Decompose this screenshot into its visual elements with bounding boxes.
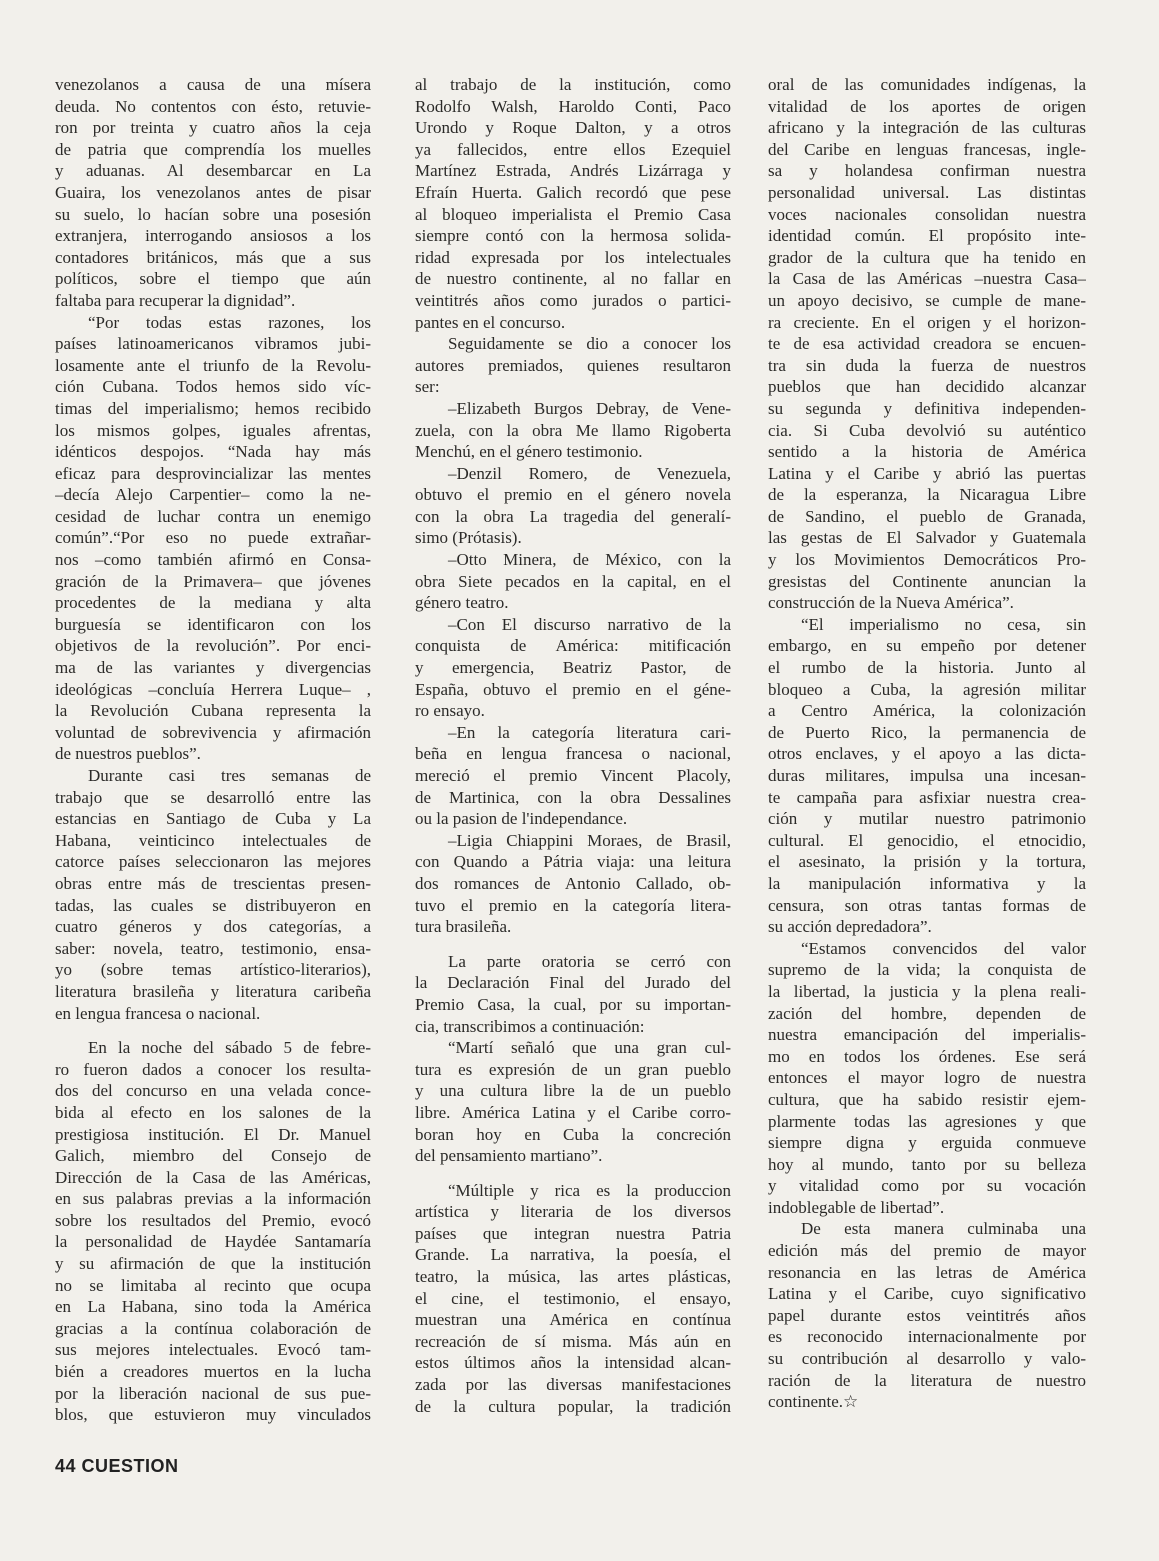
text-line: ou la pasion de l'independance. <box>415 809 628 829</box>
text-line: tura es expresión de un gran pueblo <box>415 1059 731 1079</box>
text-line: estos últimos años la intensidad alcan- <box>415 1353 731 1373</box>
text-line: grador de la cultura que ha tenido en <box>768 247 1086 267</box>
text-line: género teatro. <box>415 593 509 613</box>
text-line: te campaña para asfixiar nuestra crea- <box>768 787 1086 807</box>
text-line: timas del imperialismo; hemos recibido <box>55 398 371 418</box>
text-line: censura, son otras tantas formas de <box>768 895 1086 915</box>
text-line: gresistas del Continente anuncian la <box>768 571 1086 591</box>
text-line: cia, transcribimos a continuación: <box>415 1016 645 1036</box>
text-line: –Otto Minera, de México, con la <box>448 550 731 570</box>
text-line: blos, que estuvieron muy vinculados <box>55 1405 371 1425</box>
text-line: Habana, veinticinco intelectuales de <box>55 830 371 850</box>
text-line: En la noche del sábado 5 de febre- <box>88 1038 371 1058</box>
text-line: zuela, con la obra Me llamo Rigoberta <box>415 420 731 440</box>
text-line: prestigiosa institución. El Dr. Manuel <box>55 1124 371 1144</box>
text-line: es reconocido internacionalmente por <box>768 1327 1086 1347</box>
text-line: el cine, el testimonio, el ensayo, <box>415 1288 731 1308</box>
text-line: te de esa actividad creadora se encuen- <box>768 334 1086 354</box>
text-line: objetivos de la revolución”. Por enci- <box>55 636 371 656</box>
text-line: de Martinica, con la obra Dessalines <box>415 787 731 807</box>
article-column-1 <box>55 74 371 1426</box>
text-line: indoblegable de libertad”. <box>768 1197 945 1217</box>
paragraph <box>415 74 731 333</box>
text-line: ron por treinta y cuatro años la ceja <box>55 118 371 138</box>
text-line: siempre contó con la hermosa solida- <box>415 226 731 246</box>
text-line: procedentes de la mediana y alta <box>55 593 371 613</box>
text-line: países que integran nuestra Patria <box>415 1223 731 1243</box>
text-line: yo (sobre temas artístico-literarios), <box>55 960 371 980</box>
text-line: voces nacionales consolidan nuestra <box>768 204 1086 224</box>
text-line: edición más del premio de mayor <box>768 1241 1086 1261</box>
text-line: cultura, que ha sabido resistir ejem- <box>768 1089 1086 1109</box>
text-line: las gestas de El Salvador y Guatemala <box>768 528 1086 548</box>
text-line: en La Habana, sino toda la América <box>55 1297 371 1317</box>
text-line: por la liberación nacional de sus pue- <box>55 1383 371 1403</box>
text-line: obras entre más de trescientas presen- <box>55 873 371 893</box>
text-line: en lengua francesa o nacional. <box>55 1003 261 1023</box>
text-line: tadas, las cuales se distribuyeron en <box>55 895 371 915</box>
paragraph <box>415 1180 731 1418</box>
text-line: bida al efecto en los salones de la <box>55 1102 371 1122</box>
text-line: resonancia en las letras de América <box>768 1262 1086 1282</box>
text-line: con la obra La tragedia del generalí- <box>415 506 731 526</box>
text-line: ro fueron dados a conocer los resulta- <box>55 1059 371 1079</box>
article-column-2 <box>415 74 731 1417</box>
text-line: autores premiados, quienes resultaron <box>415 355 731 375</box>
text-line: la Casa de las Américas –nuestra Casa– <box>768 269 1086 289</box>
text-line: pueblos que han decidido alcanzar <box>768 377 1086 397</box>
text-line: –Con El discurso narrativo de la <box>448 614 731 634</box>
text-line: ción y mutilar nuestro patrimonio <box>768 809 1086 829</box>
text-line: dos romances de Antonio Callado, ob- <box>415 873 731 893</box>
text-line: y los Movimientos Democráticos Pro- <box>768 550 1086 570</box>
text-line: a Centro América, la colonización <box>768 701 1086 721</box>
text-line: países latinoamericanos vibramos jubi- <box>55 334 371 354</box>
text-line: de la cultura popular, la tradición <box>415 1396 731 1416</box>
paragraph <box>768 614 1086 938</box>
text-line: “El imperialismo no cesa, sin <box>801 614 1086 634</box>
paragraph <box>768 938 1086 1219</box>
text-line: contadores británicos, más que a sus <box>55 247 371 267</box>
text-line: obra Siete pecados en la capital, en el <box>415 571 731 591</box>
text-line: Seguidamente se dio a conocer los <box>448 334 731 354</box>
text-line: saber: novela, teatro, testimonio, ensa- <box>55 938 371 958</box>
text-line: de la esperanza, la Nicaragua Libre <box>768 485 1086 505</box>
text-line: –Ligia Chiappini Moraes, de Brasil, <box>448 830 731 850</box>
text-line: extranjera, interrogando ansiosos a los <box>55 226 371 246</box>
text-line: oral de las comunidades indígenas, la <box>768 75 1086 94</box>
text-line: zada por las diversas manifestaciones <box>415 1375 731 1395</box>
text-line: tuvo el premio en la categoría litera- <box>415 895 731 915</box>
text-line: construcción de la Nueva América”. <box>768 593 1014 613</box>
text-line: trabajo que se desarrolló entre las <box>55 787 371 807</box>
text-line: mereció el premio Vincent Placoly, <box>415 766 731 785</box>
text-line: plarmente todas las agresiones y que <box>768 1111 1086 1131</box>
paragraph <box>415 614 731 722</box>
text-line: “Martí señaló que una gran cul- <box>448 1038 731 1058</box>
text-line: entonces el mayor logro de nuestra <box>768 1068 1086 1088</box>
text-line: Premio Casa, la cual, por su importan- <box>415 994 731 1014</box>
text-line: Grande. La narrativa, la poesía, el <box>415 1245 731 1265</box>
text-line: su acción depredadora”. <box>768 917 932 937</box>
text-line: su contribución al desarrollo y valo- <box>768 1349 1086 1369</box>
text-line: tra sin duda la fuerza de nuestros <box>768 355 1086 375</box>
text-line: –decía Alejo Carpentier– como la ne- <box>55 485 371 505</box>
text-line: voluntad de sobrevivencia y afirmación <box>55 722 371 742</box>
paragraph <box>415 951 731 1037</box>
text-line: pantes en el concurso. <box>415 312 566 332</box>
text-line: sus mejores intelectuales. Evocó tam- <box>55 1340 371 1360</box>
text-line: “Múltiple y rica es la produccion <box>448 1180 731 1200</box>
text-line: ser: <box>415 377 440 397</box>
text-line: con Quando a Pátria viaja: una leitura <box>415 852 731 872</box>
text-line: “Por todas estas razones, los <box>88 312 371 332</box>
text-line: de Puerto Rico, la permanencia de <box>768 722 1086 742</box>
text-line: ción Cubana. Todos hemos sido víc- <box>55 377 371 397</box>
text-line: gración de la Primavera– que jóvenes <box>55 571 371 591</box>
text-line: ridad expresada por los intelectuales <box>415 247 731 267</box>
text-line: catorce países seleccionaron las mejores <box>55 852 371 872</box>
paragraph <box>415 398 731 463</box>
text-line: duras militares, impulsa una incesan- <box>768 766 1086 785</box>
paragraph <box>415 1037 731 1167</box>
text-line: idénticos despojos. “Nada hay más <box>55 442 371 462</box>
paragraph <box>415 830 731 938</box>
text-line: de Sandino, el pueblo de Granada, <box>768 506 1086 526</box>
text-line: embargo, en su empeño por detener <box>768 636 1086 656</box>
text-line: zación del hombre, dependen de <box>768 1003 1086 1023</box>
text-line: Efraín Huerta. Galich recordó que pese <box>415 182 731 202</box>
text-line: su segunda y definitiva independen- <box>768 398 1086 418</box>
text-line: su suelo, lo hacían sobre una posesión <box>55 204 371 224</box>
text-line: nos –como también afirmó en Consa- <box>55 550 371 570</box>
text-line: vitalidad de los aportes de origen <box>768 96 1086 116</box>
text-line: la Revolución Cubana representa la <box>55 701 371 721</box>
paragraph <box>768 1218 1086 1412</box>
text-line: cuatro géneros y dos categorías, a <box>55 917 371 937</box>
text-line: otros enclaves, y el apoyo a las dicta- <box>768 744 1086 764</box>
text-line: muestran una América en contínua <box>415 1310 731 1330</box>
text-line: personalidad universal. Las distintas <box>768 182 1086 202</box>
paragraph <box>415 549 731 614</box>
text-line: al trabajo de la institución, como <box>415 75 731 94</box>
text-line: conquista de América: mitificación <box>415 636 731 656</box>
text-line: sa y holandesa confirman nuestra <box>768 161 1086 181</box>
paragraph <box>55 765 371 1024</box>
text-line: bloqueo a Cuba, la agresión militar <box>768 679 1086 699</box>
text-line: burguesía se identificaron con los <box>55 614 371 634</box>
text-line: el asesinato, la prisión y la tortura, <box>768 852 1086 872</box>
text-line: faltaba para recuperar la dignidad”. <box>55 290 296 310</box>
text-line: de patria que comprendía los muelles <box>55 139 371 159</box>
text-line: cultural. El genocidio, el etnocidio, <box>768 830 1086 850</box>
text-line: simo (Prótasis). <box>415 528 522 548</box>
text-line: ración de la literatura de nuestro <box>768 1370 1086 1390</box>
text-line: Menchú, en el género testimonio. <box>415 442 643 462</box>
text-line: del pensamiento martiano”. <box>415 1146 603 1166</box>
text-line: De esta manera culminaba una <box>801 1219 1086 1239</box>
page-footer-folio: 44 CUESTION <box>55 1456 179 1476</box>
text-line: políticos, sobre el tiempo que aún <box>55 269 371 289</box>
text-line: dos del concurso en una velada conce- <box>55 1081 371 1101</box>
text-line: –Denzil Romero, de Venezuela, <box>448 463 731 483</box>
text-line: –En la categoría literatura cari- <box>448 722 731 742</box>
paragraph <box>55 312 371 765</box>
text-line: de nuestro continente, al no fallar en <box>415 269 731 289</box>
text-line: continente.☆ <box>768 1392 859 1412</box>
text-line: la manipulación informativa y la <box>768 873 1086 893</box>
text-line: ra creciente. En el origen y el horizon- <box>768 312 1086 332</box>
text-line: gracias a la contínua colaboración de <box>55 1318 371 1338</box>
paragraph <box>768 74 1086 614</box>
text-line: hoy al mundo, tanto por su belleza <box>768 1154 1086 1174</box>
paragraph <box>55 74 371 312</box>
text-line: y su afirmación de que la institución <box>55 1254 371 1274</box>
text-line: al bloqueo imperialista el Premio Casa <box>415 204 731 224</box>
text-line: de nuestros pueblos”. <box>55 744 201 764</box>
text-line: La parte oratoria se cerró con <box>448 951 731 971</box>
text-line: papel durante estos veintitrés años <box>768 1305 1086 1325</box>
text-line: Dirección de la Casa de las Américas, <box>55 1167 371 1187</box>
text-line: ro ensayo. <box>415 701 485 721</box>
text-line: Urondo y Roque Dalton, y a otros <box>415 118 731 138</box>
text-line: Galich, miembro del Consejo de <box>55 1146 371 1166</box>
text-line: España, obtuvo el premio en el géne- <box>415 679 731 699</box>
text-line: y aduanas. Al desembarcar en La <box>55 161 371 181</box>
text-line: venezolanos a causa de una mísera <box>55 75 371 94</box>
text-line: mo en todos los órdenes. Ese será <box>768 1046 1086 1066</box>
text-line: beña en lengua francesa o nacional, <box>415 744 731 764</box>
text-line: la libertad, la justicia y la plena reali- <box>768 981 1086 1001</box>
text-line: Martínez Estrada, Andrés Lizárraga y <box>415 161 731 181</box>
text-line: ma de las variantes y divergencias <box>55 658 371 678</box>
text-line: estancias en Santiago de Cuba y La <box>55 809 371 829</box>
text-line: deuda. No contentos con ésto, retuvie- <box>55 96 371 116</box>
paragraph <box>415 463 731 549</box>
text-line: siempre digna y erguida conmueve <box>768 1133 1086 1153</box>
text-line: común”.“Por eso no puede extrañar- <box>55 528 371 548</box>
text-line: cesidad de luchar contra un enemigo <box>55 506 371 526</box>
text-line: Durante casi tres semanas de <box>88 766 371 785</box>
text-line: y una cultura libre la de un pueblo <box>415 1081 731 1101</box>
text-line: boran hoy en Cuba la concreción <box>415 1124 731 1144</box>
text-line: un apoyo decisivo, se cumple de mane- <box>768 290 1086 310</box>
text-line: eficaz para desprovincializar las mentes <box>55 463 371 483</box>
text-line: ya fallecidos, entre ellos Ezequiel <box>415 139 731 159</box>
text-line: el rumbo de la historia. Junto al <box>768 658 1086 678</box>
text-line: del Caribe en lenguas francesas, ingle- <box>768 139 1086 159</box>
text-line: literatura brasileña y literatura caribeña <box>55 981 371 1001</box>
text-line: teatro, la música, las artes plásticas, <box>415 1267 731 1287</box>
text-line: Guaira, los venezolanos antes de pisar <box>55 182 371 202</box>
text-line: nuestra emancipación del imperialis- <box>768 1025 1086 1045</box>
text-line: identidad común. El propósito inte- <box>768 226 1086 246</box>
text-line: ideológicas –concluía Herrera Luque– , <box>55 679 371 699</box>
text-line: Rodolfo Walsh, Haroldo Conti, Paco <box>415 96 731 116</box>
text-line: veintitrés años como jurados o partici- <box>415 290 731 310</box>
text-line: la Declaración Final del Jurado del <box>415 973 731 993</box>
text-line: bién a creadores muertos en la lucha <box>55 1362 371 1382</box>
text-line: obtuvo el premio en el género novela <box>415 485 731 505</box>
text-line: libre. América Latina y el Caribe corro- <box>415 1102 731 1122</box>
text-line: en sus palabras previas a la información <box>55 1189 371 1209</box>
text-line: la personalidad de Haydée Santamaría <box>55 1232 371 1252</box>
text-line: y emergencia, Beatriz Pastor, de <box>415 658 731 678</box>
text-line: “Estamos convencidos del valor <box>801 938 1086 958</box>
text-line: cia. Si Cuba devolvió su auténtico <box>768 420 1086 440</box>
paragraph <box>55 1037 371 1426</box>
text-line: y vitalidad como por su vocación <box>768 1176 1086 1196</box>
article-column-3 <box>768 74 1086 1413</box>
text-line: Latina y el Caribe y abrió las puertas <box>768 463 1086 483</box>
text-line: supremo de la vida; la conquista de <box>768 960 1086 980</box>
text-line: no se limitaba al recinto que ocupa <box>55 1275 371 1295</box>
text-line: Latina y el Caribe, cuyo significativo <box>768 1284 1086 1304</box>
text-line: tura brasileña. <box>415 917 512 937</box>
paragraph <box>415 333 731 398</box>
text-line: losamente ante el triunfo de la Revolu- <box>55 355 371 375</box>
text-line: sentido a la historia de América <box>768 442 1086 462</box>
text-line: africano y la integración de las culturas <box>768 118 1086 138</box>
text-line: los mismos golpes, iguales afrentas, <box>55 420 371 440</box>
paragraph <box>415 722 731 830</box>
text-line: –Elizabeth Burgos Debray, de Vene- <box>448 398 731 418</box>
text-line: recreación de sí misma. Más aún en <box>415 1331 731 1351</box>
text-line: sobre los resultados del Premio, evocó <box>55 1210 371 1230</box>
text-line: artística y literaria de los diversos <box>415 1202 731 1222</box>
